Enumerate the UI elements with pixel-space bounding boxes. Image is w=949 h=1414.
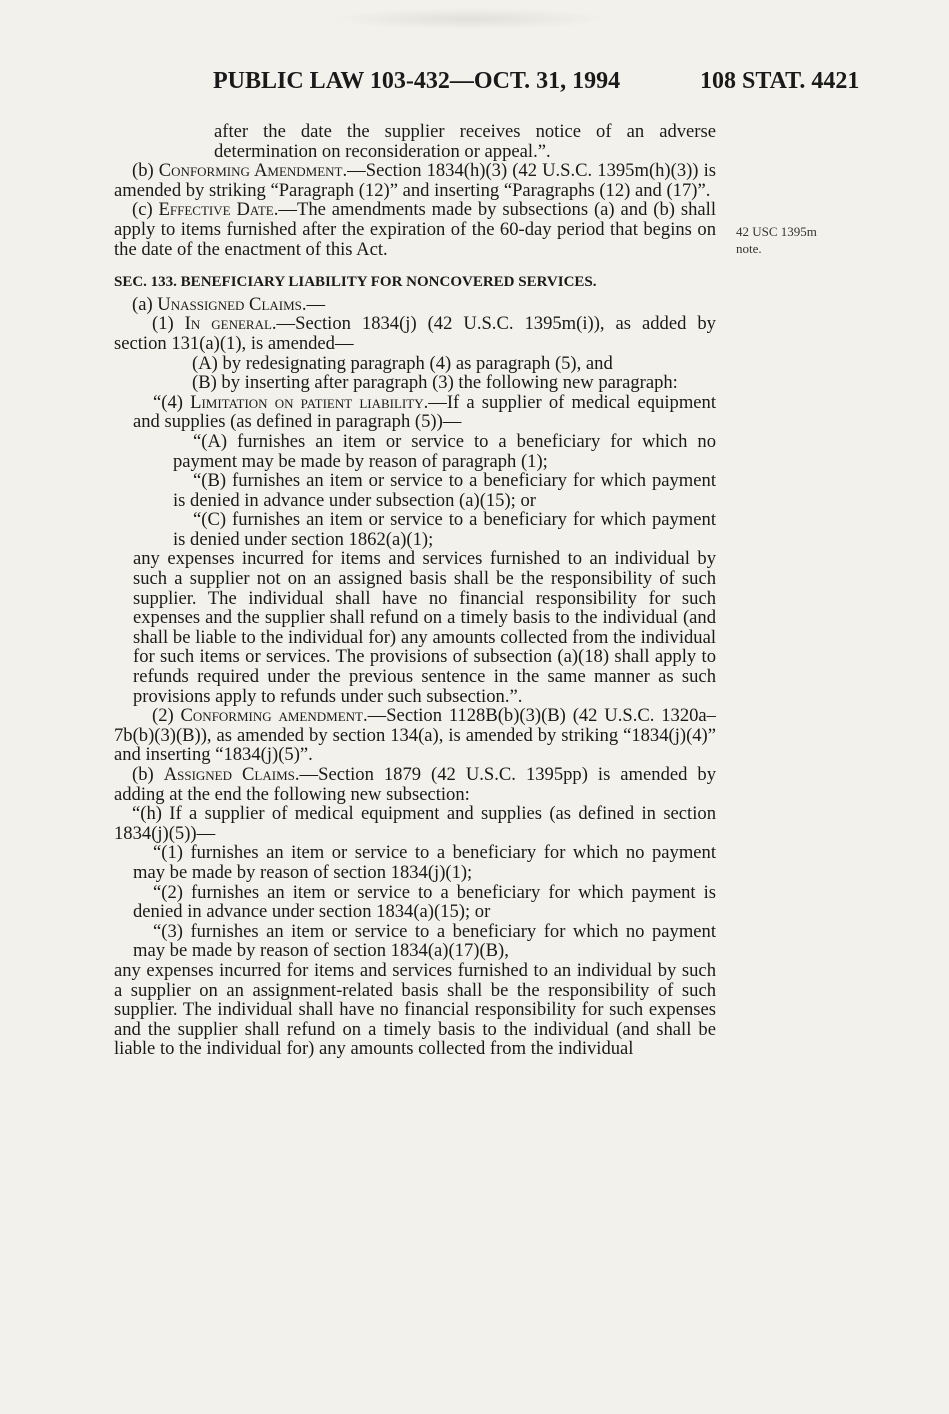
flush-paragraph-unassigned: any expenses incurred for items and services furnished to an individual by such a supplier not on an assigned basis shall be the responsibility of such supplier. The individual shall have no financial responsibility for such expenses and the supplier shall refund on a timely basis to the individual (and shall be liable to the individual for) any amounts collected from the individual for such items or services. The provisions of subsection (a)(18) shall apply to refunds required under the previous sentence in the same manner as such provisions apply to refunds under such subsection.”.: [133, 548, 716, 707]
statute-page-number: 108 STAT. 4421: [700, 68, 860, 94]
quoted-h-paragraph-3: “(3) furnishes an item or service to a beneficiary for which no payment may be made by reason of section 1834(a)(17)(B),: [133, 920, 716, 962]
quoted-h-paragraph-2: “(2) furnishes an item or service to a beneficiary for which payment is denied in advance under section 1834(a)(15); or: [133, 881, 716, 923]
label: (b): [132, 160, 159, 182]
label: “(4): [153, 391, 191, 413]
running-head-title: PUBLIC LAW 103-432—OCT. 31, 1994: [213, 68, 621, 94]
heading: Unassigned Claims.: [157, 293, 307, 315]
heading: Limitation on patient liability.: [190, 391, 429, 413]
margin-note-label: note.: [736, 241, 762, 256]
paragraph-continuation: after the date the supplier receives notice of an adverse determination on reconsideration or appeal.”.: [214, 121, 716, 162]
document-body: [114, 122, 716, 1059]
subparagraph-A: (A) by redesignating paragraph (4) as paragraph (5), and: [192, 352, 613, 374]
label: (2): [152, 705, 181, 727]
page-header: [0, 68, 949, 108]
quoted-subparagraph-B: “(B) furnishes an item or service to a beneficiary for which payment is denied in advance under subsection (a)(15); or: [173, 470, 716, 511]
heading: Conforming Amendment.: [158, 160, 348, 182]
flush-paragraph-assigned: any expenses incurred for items and services furnished to an individual by such a supplier on an assignment-related basis shall be the responsibility of such supplier. The individual shall have no financial responsibility for such expenses and the supplier shall refund on a timely basis to the individual (and shall be liable to the individual for) any amounts collected from the individual: [114, 959, 716, 1060]
paragraph-a1: [114, 314, 716, 353]
label: (c): [132, 199, 159, 221]
margin-note: [736, 223, 856, 257]
text: —Section 1834(j) (42 U.S.C. 1395m(i)), as added by section 131(a)(1), is amended—: [114, 313, 716, 354]
section-heading: SEC. 133. BENEFICIARY LIABILITY FOR NONCOVERED SERVICES.: [114, 274, 597, 291]
subsection-b-assigned: [114, 765, 716, 804]
heading: Effective Date.: [158, 199, 279, 221]
subparagraph-B: (B) by inserting after paragraph (3) the following new paragraph:: [192, 372, 678, 394]
paragraph-c-effective-date: [114, 200, 716, 259]
label: (a): [132, 293, 158, 315]
dash: —: [306, 293, 326, 315]
label: (b): [132, 764, 164, 785]
text: —Section 1879 (42 U.S.C. 1395pp) is amended by adding at the end the following new subsection:: [114, 764, 717, 805]
label: (1): [152, 313, 185, 335]
quoted-subparagraph-A: “(A) furnishes an item or service to a beneficiary for which no payment may be made by reason of paragraph (1);: [173, 430, 716, 472]
quoted-h-paragraph-1: “(1) furnishes an item or service to a beneficiary for which no payment may be made by reason of section 1834(j)(1);: [133, 842, 716, 883]
text: —The amendments made by subsections (a) and (b) shall apply to items furnished after the expiration of the 60-day period that begins on the date of the enactment of this Act.: [114, 199, 716, 260]
scan-smudge: [330, 8, 610, 30]
text: —If a supplier of medical equipment and supplies (as defined in paragraph (5))—: [133, 391, 716, 433]
margin-note-citation: 42 USC 1395m: [736, 224, 817, 239]
quoted-paragraph-4: [114, 393, 716, 432]
quoted-subparagraph-C: “(C) furnishes an item or service to a beneficiary for which payment is denied under section 1862(a)(1);: [173, 509, 716, 550]
heading: Conforming amendment.: [180, 705, 368, 727]
paragraph-a2: [114, 706, 716, 765]
heading: In general.: [184, 313, 277, 335]
text: —Section 1128B(b)(3)(B) (42 U.S.C. 1320a–7b(b)(3)(B)), as amended by section 134(a), is amended by striking “1834(j)(4)” and inserting “1834(j)(5)”.: [114, 705, 716, 766]
heading: Assigned Claims.: [163, 764, 300, 785]
subsection-a-heading: [114, 295, 716, 315]
quoted-subsection-h: “(h) If a supplier of medical equipment and supplies (as defined in section 1834(j)(5))—: [114, 803, 716, 844]
text: —Section 1834(h)(3) (42 U.S.C. 1395m(h)(3)) is amended by striking “Paragraph (12)” and inserting “Paragraphs (12) and (17)”.: [114, 160, 716, 201]
paragraph-b-conforming: [114, 161, 716, 200]
